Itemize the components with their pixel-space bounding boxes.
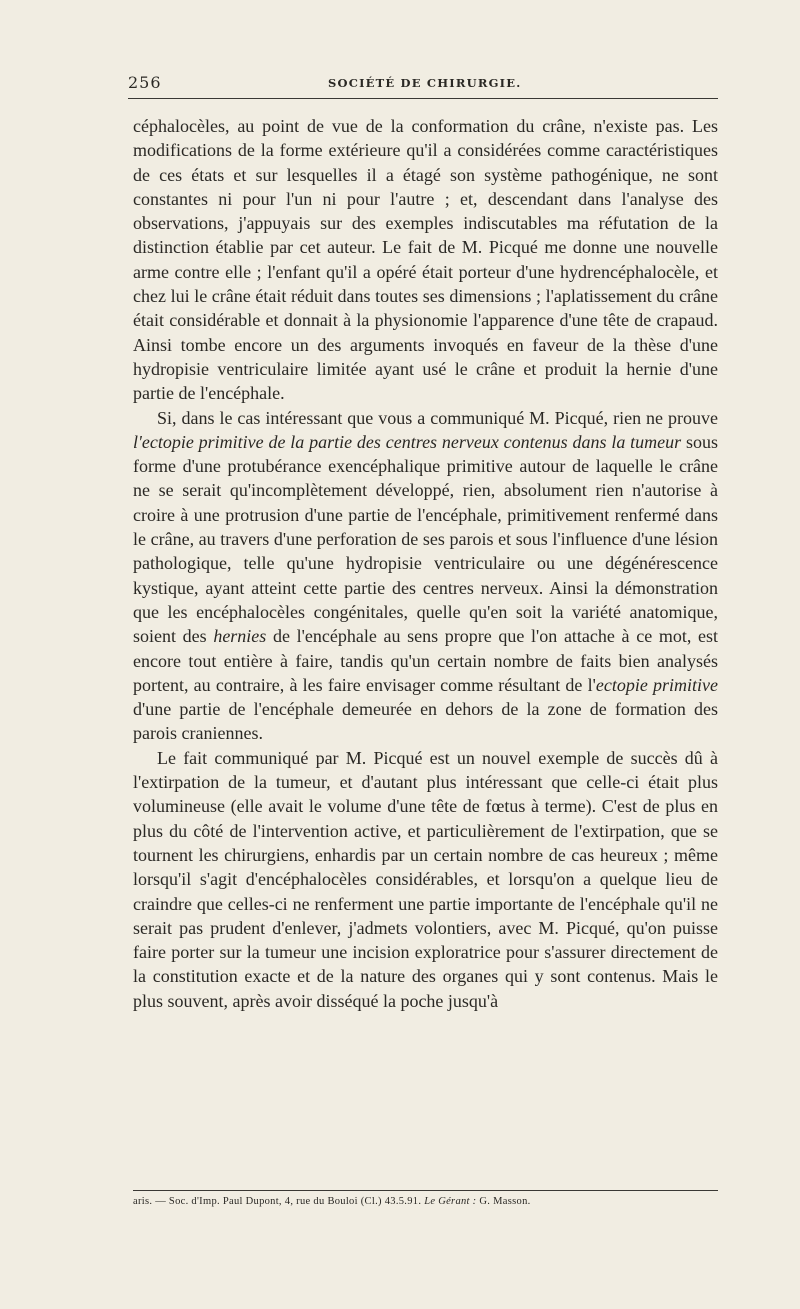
imprint-text: aris. — Soc. d'Imp. Paul Dupont, 4, rue du Bouloi (Cl.) 43.5.91. — [133, 1196, 422, 1207]
footer-rule — [133, 1190, 718, 1191]
header-rule — [128, 98, 718, 99]
emphasis-ectopie-primitive: ectopie primitive — [595, 674, 718, 695]
page-number: 256 — [128, 73, 162, 92]
manager-label: Le Gérant : — [424, 1196, 477, 1207]
manager-name: G. Masson. — [479, 1196, 531, 1207]
body-text — [133, 114, 718, 1013]
running-title: SOCIÉTÉ DE CHIRURGIE. — [328, 76, 522, 90]
paragraph-2-text-b: sous forme d'une protubérance exencéphalique primitive autour de laquelle le crâne ne se serait qu'incomplètement développé, rien, absolument rien n'autorise à croire à une protrusion d'une partie de l'encéphale, primitivement renfermé dans le crâne, au travers d'une perforation de ses parois et sous l'influence d'une lésion pathologique, telle qu'une hydropisie ventriculaire ou une dégénérescence kystique, ayant atteint cette partie des centres nerveux. Ainsi la démonstration que les encéphalocèles congénitales, quelle qu'en soit la variété anatomique, soient des — [133, 431, 718, 647]
paragraph-1: céphalocèles, au point de vue de la conformation du crâne, n'existe pas. Les modifications de la forme extérieure qu'il a considérées comme caractéristiques de ces états et sur lesquelles il a étagé son système pathogénique, ne sont constantes ni pour l'un ni pour l'autre ; et, descendant dans l'analyse des observations, j'appuyais sur des exemples indiscutables ma réfutation de la distinction établie par cet auteur. Le fait de M. Picqué me donne une nouvelle arme contre elle ; l'enfant qu'il a opéré était porteur d'une hydrencéphalocèle, et chez lui le crâne était réduit dans toutes ses dimensions ; l'aplatissement du crâne était considérable et donnait à la physionomie l'apparence d'une tête de crapaud. Ainsi tombe encore un des arguments invoqués en faveur de la thèse d'une hydropisie ventriculaire limitée ayant usé le crâne et produit la hernie d'une partie de l'encéphale. — [133, 116, 718, 404]
paragraph-2 — [133, 406, 718, 746]
emphasis-hernies: hernies — [213, 626, 267, 647]
paragraph-3: Le fait communiqué par M. Picqué est un nouvel exemple de succès dû à l'extirpation de la tumeur, et d'autant plus intéressant que celle-ci était plus volumineuse (elle avait le volume d'une tête de fœtus à terme). C'est de plus en plus du côté de l'intervention active, et particulièrement de l'extirpation, que se tournent les chirurgiens, enhardis par un certain nombre de cas heureux ; même lorsqu'il s'agit d'encéphalocèles considérables, et lorsqu'on a quelque lieu de craindre que celles-ci ne renferment une partie importante de l'encéphale qu'il ne serait pas prudent d'enlever, j'admets volontiers, avec M. Picqué, qu'on puisse faire porter sur la tumeur une incision exploratrice pour s'assurer directement de la constitution exacte et de la nature des organes qui y sont contenus. Mais le plus souvent, après avoir disséqué la poche jusqu'à — [133, 747, 718, 1011]
emphasis-ectopie-primitive-centres: l'ectopie primitive de la partie des centres nerveux contenus dans la tumeur — [133, 431, 682, 452]
page-header — [128, 73, 718, 97]
imprint-footer — [133, 1196, 718, 1207]
paragraph-2-text-a: Si, dans le cas intéressant que vous a communiqué M. Picqué, rien ne prouve — [157, 407, 718, 428]
paragraph-2-text-d: d'une partie de l'encéphale demeurée en dehors de la zone de formation des parois craniennes. — [133, 699, 718, 744]
paragraph-2-text-c: de l'encéphale au sens propre que l'on attache à ce mot, est encore tout entière à faire, tandis qu'un certain nombre de faits bien analysés portent, au contraire, à les faire envisager comme résultant de l' — [133, 626, 718, 695]
